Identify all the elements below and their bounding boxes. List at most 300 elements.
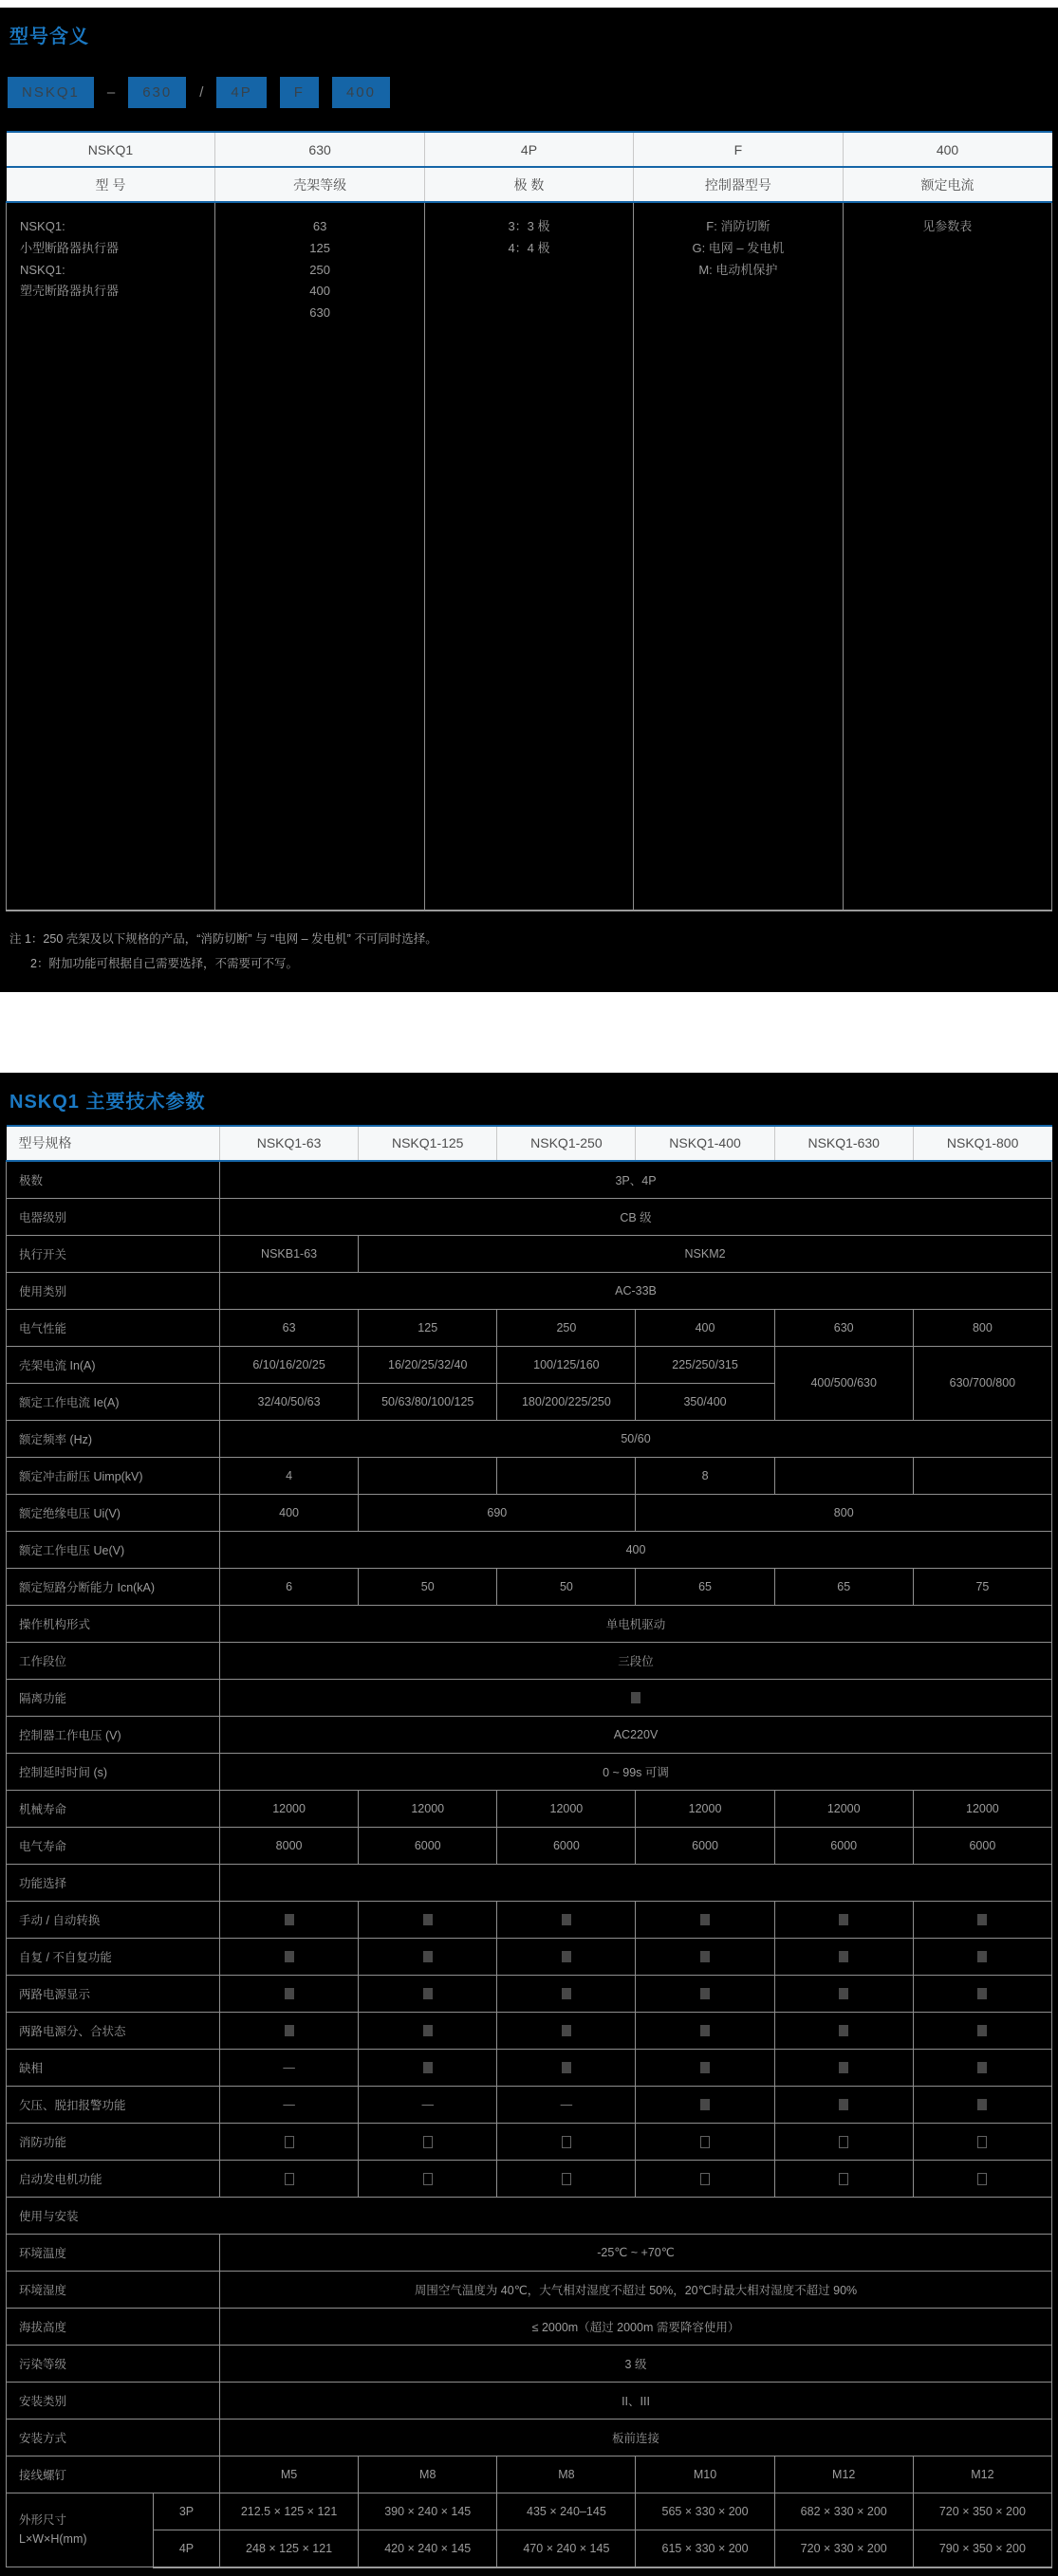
column-header-label: 型号规格 bbox=[7, 1126, 220, 1161]
table-row bbox=[7, 1864, 1052, 1901]
table-row bbox=[7, 1198, 1052, 1235]
param-label: 壳架电流 In(A) bbox=[7, 1346, 220, 1383]
param-label: 接线螺钉 bbox=[7, 2456, 220, 2493]
param-value: 6000 bbox=[774, 1827, 913, 1864]
param-value: AC220V bbox=[220, 1716, 1052, 1753]
filled-square-icon bbox=[977, 1914, 987, 1925]
param-value: 50 bbox=[359, 1568, 497, 1605]
param-value: ≤ 2000m（超过 2000m 需要降容使用） bbox=[220, 2308, 1052, 2345]
detail-line: 63 bbox=[312, 219, 327, 233]
param-value: 690 bbox=[359, 1494, 636, 1531]
param-value: 8000 bbox=[220, 1827, 359, 1864]
table-row bbox=[7, 1420, 1052, 1457]
open-square-icon bbox=[285, 2173, 294, 2185]
param-value bbox=[636, 2160, 774, 2197]
param-value bbox=[497, 2086, 636, 2123]
field-cell: 型 号 bbox=[7, 167, 215, 202]
section-subheader: 使用与安装 bbox=[7, 2197, 1052, 2234]
param-value: 63 bbox=[220, 1309, 359, 1346]
column-header-model: NSKQ1-250 bbox=[497, 1126, 636, 1161]
open-square-icon bbox=[700, 2136, 710, 2148]
param-value bbox=[913, 1975, 1051, 2012]
param-value: -25℃ ~ +70℃ bbox=[220, 2234, 1052, 2271]
param-value bbox=[913, 2123, 1051, 2160]
param-value bbox=[359, 1457, 497, 1494]
param-value bbox=[359, 2123, 497, 2160]
param-value: II、III bbox=[220, 2382, 1052, 2419]
detail-line: 塑壳断路器执行器 bbox=[20, 284, 120, 299]
param-value: 248 × 125 × 121 bbox=[220, 2530, 359, 2567]
param-value bbox=[359, 1938, 497, 1975]
param-value bbox=[497, 2049, 636, 2086]
pole-sublabel: 3P bbox=[154, 2493, 220, 2530]
filled-square-icon bbox=[423, 1951, 433, 1962]
param-value: 三段位 bbox=[220, 1642, 1052, 1679]
param-label: 安装类别 bbox=[7, 2382, 220, 2419]
detail-line: 3：3 极 bbox=[508, 219, 550, 233]
detail-line: M: 电动机保护 bbox=[698, 262, 778, 277]
filled-square-icon bbox=[423, 1988, 433, 1999]
detail-line: G: 电网 – 发电机 bbox=[692, 240, 785, 255]
field-cell: 控制器型号 bbox=[634, 167, 843, 202]
param-value: 790 × 350 × 200 bbox=[913, 2530, 1051, 2567]
param-value bbox=[220, 2123, 359, 2160]
param-value: 720 × 330 × 200 bbox=[774, 2530, 913, 2567]
param-value: 390 × 240 × 145 bbox=[359, 2493, 497, 2530]
param-value: 65 bbox=[774, 1568, 913, 1605]
filled-square-icon bbox=[562, 2025, 571, 2036]
param-value: 400 bbox=[220, 1531, 1052, 1568]
param-value bbox=[220, 2049, 359, 2086]
param-label: 控制器工作电压 (V) bbox=[7, 1716, 220, 1753]
filled-square-icon bbox=[700, 1914, 710, 1925]
detail-line: NSKQ1: bbox=[20, 262, 65, 277]
parameters-header-row bbox=[7, 1126, 1052, 1161]
param-value bbox=[220, 1864, 1052, 1901]
param-value bbox=[220, 1679, 1052, 1716]
table-row bbox=[7, 1309, 1052, 1346]
param-value bbox=[359, 2049, 497, 2086]
column-header-model: NSKQ1-63 bbox=[220, 1126, 359, 1161]
dash-icon: — bbox=[283, 2097, 295, 2111]
filled-square-icon bbox=[977, 2062, 987, 2073]
table-row bbox=[7, 1531, 1052, 1568]
model-badge: NSKQ1 bbox=[8, 77, 94, 108]
detail-cell bbox=[7, 202, 215, 911]
filled-square-icon bbox=[700, 2062, 710, 2073]
param-value bbox=[497, 1938, 636, 1975]
param-label: 额定绝缘电压 Ui(V) bbox=[7, 1494, 220, 1531]
param-value: 100/125/160 bbox=[497, 1346, 636, 1383]
filled-square-icon bbox=[700, 1988, 710, 1999]
open-square-icon bbox=[423, 2136, 433, 2148]
param-value: 周围空气温度为 40℃，大气相对湿度不超过 50%，20℃时最大相对湿度不超过 90% bbox=[220, 2271, 1052, 2308]
param-value bbox=[774, 1975, 913, 2012]
param-value bbox=[497, 1457, 636, 1494]
param-value: 565 × 330 × 200 bbox=[636, 2493, 774, 2530]
param-value bbox=[774, 2012, 913, 2049]
code-cell: 630 bbox=[215, 132, 424, 167]
dimension-label-line: L×W×H(mm) bbox=[19, 2532, 87, 2547]
param-label: 操作机构形式 bbox=[7, 1605, 220, 1642]
param-value: NSKM2 bbox=[359, 1235, 1052, 1272]
filled-square-icon bbox=[562, 2062, 571, 2073]
param-value bbox=[913, 2160, 1051, 2197]
filled-square-icon bbox=[839, 1951, 848, 1962]
table-row bbox=[7, 1457, 1052, 1494]
param-label: 缺相 bbox=[7, 2049, 220, 2086]
param-value: 420 × 240 × 145 bbox=[359, 2530, 497, 2567]
param-value: 6000 bbox=[636, 1827, 774, 1864]
code-cell: 4P bbox=[424, 132, 633, 167]
param-value: 630/700/800 bbox=[913, 1346, 1051, 1420]
code-row bbox=[7, 132, 1052, 167]
param-value: 12000 bbox=[359, 1790, 497, 1827]
detail-line: 630 bbox=[309, 305, 330, 320]
code-cell: 400 bbox=[843, 132, 1051, 167]
open-square-icon bbox=[562, 2173, 571, 2185]
model-code bbox=[8, 77, 1050, 108]
param-value: 400/500/630 bbox=[774, 1346, 913, 1420]
param-value bbox=[220, 1901, 359, 1938]
param-value: NSKB1-63 bbox=[220, 1235, 359, 1272]
param-value: 75 bbox=[913, 1568, 1051, 1605]
param-value: M12 bbox=[913, 2456, 1051, 2493]
table-row bbox=[7, 2197, 1052, 2234]
param-value: 800 bbox=[913, 1309, 1051, 1346]
table-row bbox=[7, 1753, 1052, 1790]
param-value: 12000 bbox=[497, 1790, 636, 1827]
table-row bbox=[7, 1235, 1052, 1272]
param-value bbox=[359, 2160, 497, 2197]
param-value: 682 × 330 × 200 bbox=[774, 2493, 913, 2530]
technical-parameters-table bbox=[6, 1125, 1052, 2568]
param-value bbox=[359, 2086, 497, 2123]
filled-square-icon bbox=[285, 1951, 294, 1962]
param-value: 3 级 bbox=[220, 2345, 1052, 2382]
param-value: 435 × 240–145 bbox=[497, 2493, 636, 2530]
param-value bbox=[636, 1938, 774, 1975]
param-value: 6000 bbox=[497, 1827, 636, 1864]
param-value bbox=[359, 1901, 497, 1938]
filled-square-icon bbox=[700, 2099, 710, 2110]
open-square-icon bbox=[839, 2173, 848, 2185]
filled-square-icon bbox=[839, 2025, 848, 2036]
param-value bbox=[636, 1975, 774, 2012]
param-value bbox=[913, 1457, 1051, 1494]
param-value bbox=[497, 1901, 636, 1938]
param-value: AC-33B bbox=[220, 1272, 1052, 1309]
code-cell: NSKQ1 bbox=[7, 132, 215, 167]
param-label: 自复 / 不自复功能 bbox=[7, 1938, 220, 1975]
open-square-icon bbox=[839, 2136, 848, 2148]
param-value bbox=[774, 2160, 913, 2197]
table-row bbox=[7, 2049, 1052, 2086]
param-value: 6000 bbox=[359, 1827, 497, 1864]
model-badge: F bbox=[280, 77, 319, 108]
filled-square-icon bbox=[562, 1988, 571, 1999]
filled-square-icon bbox=[839, 2099, 848, 2110]
filled-square-icon bbox=[285, 1988, 294, 1999]
param-value: 50/63/80/100/125 bbox=[359, 1383, 497, 1420]
param-label: 功能选择 bbox=[7, 1864, 220, 1901]
field-row bbox=[7, 167, 1052, 202]
param-label: 两路电源显示 bbox=[7, 1975, 220, 2012]
table-row bbox=[7, 2345, 1052, 2382]
param-value: 6/10/16/20/25 bbox=[220, 1346, 359, 1383]
column-header-model: NSKQ1-800 bbox=[913, 1126, 1051, 1161]
table-row bbox=[7, 1938, 1052, 1975]
model-separator: – bbox=[106, 84, 116, 101]
param-value bbox=[774, 1901, 913, 1938]
table-row bbox=[7, 1161, 1052, 1199]
param-value bbox=[636, 2049, 774, 2086]
param-value: 12000 bbox=[636, 1790, 774, 1827]
param-value: 16/20/25/32/40 bbox=[359, 1346, 497, 1383]
table-row bbox=[7, 2160, 1052, 2197]
detail-cell bbox=[843, 202, 1051, 911]
param-value: 125 bbox=[359, 1309, 497, 1346]
param-value bbox=[497, 1975, 636, 2012]
param-value: 630 bbox=[774, 1309, 913, 1346]
model-badge: 400 bbox=[332, 77, 390, 108]
filled-square-icon bbox=[285, 2025, 294, 2036]
table-row bbox=[7, 2271, 1052, 2308]
filled-square-icon bbox=[977, 1951, 987, 1962]
param-label: 电气性能 bbox=[7, 1309, 220, 1346]
param-value bbox=[220, 1938, 359, 1975]
filled-square-icon bbox=[839, 2062, 848, 2073]
param-label: 欠压、脱扣报警功能 bbox=[7, 2086, 220, 2123]
param-label: 安装方式 bbox=[7, 2419, 220, 2456]
param-label: 手动 / 自动转换 bbox=[7, 1901, 220, 1938]
detail-line: NSKQ1: bbox=[20, 219, 65, 233]
param-value: CB 级 bbox=[220, 1198, 1052, 1235]
param-value: 65 bbox=[636, 1568, 774, 1605]
param-value: 12000 bbox=[913, 1790, 1051, 1827]
param-value: M5 bbox=[220, 2456, 359, 2493]
dash-icon: — bbox=[421, 2097, 434, 2111]
table-row bbox=[7, 1605, 1052, 1642]
param-value: 800 bbox=[636, 1494, 1052, 1531]
filled-square-icon bbox=[700, 2025, 710, 2036]
param-label bbox=[7, 2493, 154, 2567]
filled-square-icon bbox=[839, 1914, 848, 1925]
section1-title: 型号含义 bbox=[9, 27, 89, 47]
param-value bbox=[913, 2049, 1051, 2086]
table-row bbox=[7, 2123, 1052, 2160]
table-row bbox=[7, 1272, 1052, 1309]
param-value: 单电机驱动 bbox=[220, 1605, 1052, 1642]
detail-row bbox=[7, 202, 1052, 911]
table-row bbox=[7, 2419, 1052, 2456]
table-row bbox=[7, 1790, 1052, 1827]
param-value bbox=[359, 1975, 497, 2012]
param-label: 两路电源分、合状态 bbox=[7, 2012, 220, 2049]
section2-title: NSKQ1 主要技术参数 bbox=[9, 1091, 206, 1113]
param-label: 隔离功能 bbox=[7, 1679, 220, 1716]
param-label: 电器级别 bbox=[7, 1198, 220, 1235]
detail-line: 125 bbox=[309, 240, 330, 255]
model-separator: / bbox=[199, 84, 204, 101]
table-row bbox=[7, 2086, 1052, 2123]
param-value bbox=[497, 2012, 636, 2049]
param-value: 225/250/315 bbox=[636, 1346, 774, 1383]
filled-square-icon bbox=[977, 2025, 987, 2036]
param-label: 环境湿度 bbox=[7, 2271, 220, 2308]
param-value bbox=[913, 1901, 1051, 1938]
table-row bbox=[7, 1642, 1052, 1679]
notes bbox=[6, 911, 1052, 983]
field-cell: 额定电流 bbox=[843, 167, 1051, 202]
filled-square-icon bbox=[839, 1988, 848, 1999]
open-square-icon bbox=[285, 2136, 294, 2148]
param-value: 720 × 350 × 200 bbox=[913, 2493, 1051, 2530]
param-value bbox=[913, 2012, 1051, 2049]
filled-square-icon bbox=[977, 1988, 987, 1999]
param-label: 额定工作电流 Ie(A) bbox=[7, 1383, 220, 1420]
filled-square-icon bbox=[285, 1914, 294, 1925]
model-badge: 4P bbox=[216, 77, 266, 108]
table-row bbox=[7, 1827, 1052, 1864]
param-value bbox=[636, 2123, 774, 2160]
technical-parameters-panel bbox=[0, 1073, 1058, 2576]
param-value bbox=[774, 2049, 913, 2086]
detail-line: F: 消防切断 bbox=[706, 219, 770, 233]
open-square-icon bbox=[977, 2173, 987, 2185]
param-label: 控制延时时间 (s) bbox=[7, 1753, 220, 1790]
param-value: 50 bbox=[497, 1568, 636, 1605]
field-cell: 壳架等级 bbox=[215, 167, 424, 202]
column-header-model: NSKQ1-630 bbox=[774, 1126, 913, 1161]
param-label: 额定频率 (Hz) bbox=[7, 1420, 220, 1457]
filled-square-icon bbox=[423, 2025, 433, 2036]
field-cell: 极 数 bbox=[424, 167, 633, 202]
code-cell: F bbox=[634, 132, 843, 167]
param-value bbox=[913, 2086, 1051, 2123]
param-label: 环境温度 bbox=[7, 2234, 220, 2271]
param-label: 极数 bbox=[7, 1161, 220, 1199]
filled-square-icon bbox=[977, 2099, 987, 2110]
table-row bbox=[7, 1901, 1052, 1938]
table-row bbox=[7, 2456, 1052, 2493]
param-value: 400 bbox=[636, 1309, 774, 1346]
param-value: 板前连接 bbox=[220, 2419, 1052, 2456]
detail-line: 400 bbox=[309, 284, 330, 299]
param-label: 启动发电机功能 bbox=[7, 2160, 220, 2197]
table-row bbox=[7, 1568, 1052, 1605]
table-row bbox=[7, 2234, 1052, 2271]
table-row bbox=[7, 1346, 1052, 1383]
detail-cell bbox=[634, 202, 843, 911]
model-meaning-panel bbox=[0, 8, 1058, 992]
param-label: 额定工作电压 Ue(V) bbox=[7, 1531, 220, 1568]
param-value: 0 ~ 99s 可调 bbox=[220, 1753, 1052, 1790]
open-square-icon bbox=[977, 2136, 987, 2148]
model-meaning-table bbox=[6, 131, 1052, 911]
param-label: 污染等级 bbox=[7, 2345, 220, 2382]
table-row bbox=[7, 1975, 1052, 2012]
param-value bbox=[636, 2086, 774, 2123]
param-value bbox=[774, 1938, 913, 1975]
param-value bbox=[220, 2086, 359, 2123]
table-row bbox=[7, 1716, 1052, 1753]
param-value: 400 bbox=[220, 1494, 359, 1531]
param-value: 615 × 330 × 200 bbox=[636, 2530, 774, 2567]
param-label: 工作段位 bbox=[7, 1642, 220, 1679]
table-row bbox=[7, 1679, 1052, 1716]
filled-square-icon bbox=[562, 1914, 571, 1925]
param-value bbox=[636, 2012, 774, 2049]
table-row bbox=[7, 2530, 1052, 2567]
detail-cell bbox=[215, 202, 424, 911]
filled-square-icon bbox=[423, 1914, 433, 1925]
param-value: M8 bbox=[497, 2456, 636, 2493]
filled-square-icon bbox=[631, 1692, 640, 1703]
param-value: 3P、4P bbox=[220, 1161, 1052, 1199]
param-value: 8 bbox=[636, 1457, 774, 1494]
param-value: 6 bbox=[220, 1568, 359, 1605]
param-value: 32/40/50/63 bbox=[220, 1383, 359, 1420]
column-header-model: NSKQ1-125 bbox=[359, 1126, 497, 1161]
table-row bbox=[7, 2382, 1052, 2419]
param-value: 12000 bbox=[774, 1790, 913, 1827]
pole-sublabel: 4P bbox=[154, 2530, 220, 2567]
column-header-model: NSKQ1-400 bbox=[636, 1126, 774, 1161]
param-value bbox=[497, 2160, 636, 2197]
param-value bbox=[774, 2123, 913, 2160]
open-square-icon bbox=[562, 2136, 571, 2148]
detail-line: 小型断路器执行器 bbox=[20, 240, 120, 255]
param-value: 212.5 × 125 × 121 bbox=[220, 2493, 359, 2530]
filled-square-icon bbox=[562, 1951, 571, 1962]
param-label: 使用类别 bbox=[7, 1272, 220, 1309]
param-value bbox=[220, 2160, 359, 2197]
open-square-icon bbox=[423, 2173, 433, 2185]
table-row bbox=[7, 1494, 1052, 1531]
dash-icon: — bbox=[560, 2097, 573, 2111]
detail-line: 4：4 极 bbox=[508, 240, 550, 255]
detail-line: 250 bbox=[309, 262, 330, 277]
param-value bbox=[220, 1975, 359, 2012]
open-square-icon bbox=[700, 2173, 710, 2185]
param-value: M12 bbox=[774, 2456, 913, 2493]
param-value bbox=[359, 2012, 497, 2049]
param-label: 额定冲击耐压 Uimp(kV) bbox=[7, 1457, 220, 1494]
param-label: 机械寿命 bbox=[7, 1790, 220, 1827]
param-value: 250 bbox=[497, 1309, 636, 1346]
param-value: 50/60 bbox=[220, 1420, 1052, 1457]
model-badge: 630 bbox=[128, 77, 186, 108]
param-value: M8 bbox=[359, 2456, 497, 2493]
table-row bbox=[7, 2012, 1052, 2049]
param-value bbox=[774, 1457, 913, 1494]
note-line-1: 注 1：250 壳架及以下规格的产品，“消防切断” 与 “电网 – 发电机” 不可同时选择。 bbox=[9, 932, 437, 946]
param-value: 4 bbox=[220, 1457, 359, 1494]
dimension-label-line: 外形尺寸 bbox=[19, 2513, 67, 2528]
param-value: 350/400 bbox=[636, 1383, 774, 1420]
param-value bbox=[220, 2012, 359, 2049]
param-value: 12000 bbox=[220, 1790, 359, 1827]
table-row bbox=[7, 2308, 1052, 2345]
param-value bbox=[913, 1938, 1051, 1975]
param-label: 海拔高度 bbox=[7, 2308, 220, 2345]
param-value bbox=[636, 1901, 774, 1938]
param-value bbox=[497, 2123, 636, 2160]
note-line-2: 2：附加功能可根据自己需要选择，不需要可不写。 bbox=[30, 957, 298, 971]
param-label: 执行开关 bbox=[7, 1235, 220, 1272]
detail-line: 见参数表 bbox=[922, 219, 973, 233]
